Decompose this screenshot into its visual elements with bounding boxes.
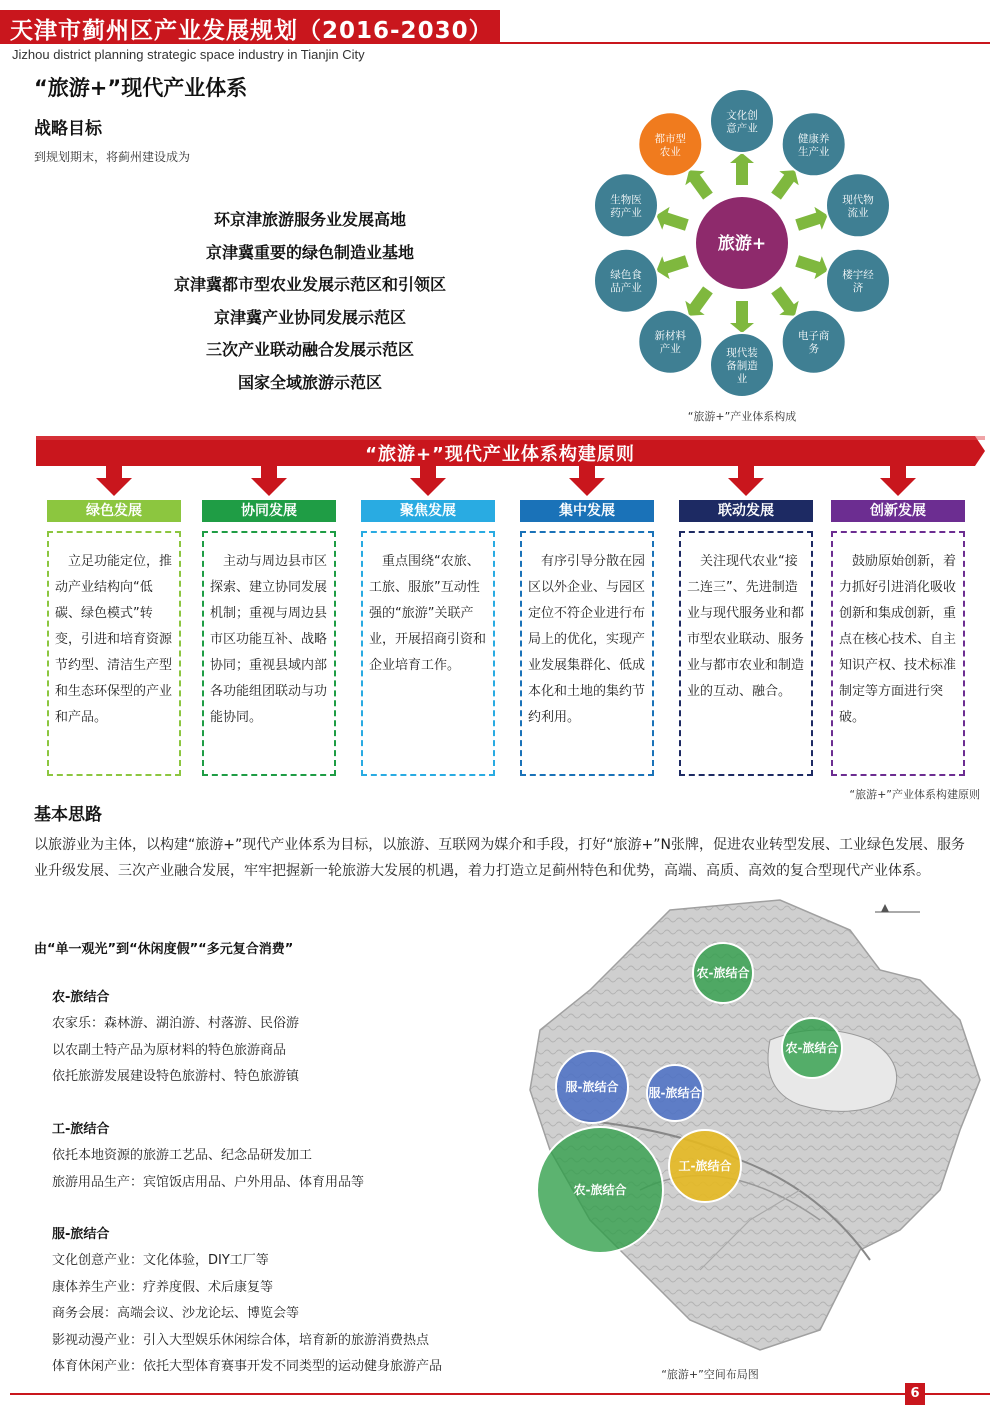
down-arrow-icon [408, 466, 448, 496]
diagram-node-label: 意产业 [726, 122, 758, 135]
diagram-arrow [730, 301, 754, 333]
goals-list [100, 208, 520, 403]
thinking-body: 以旅游业为主体，以构建“旅游+”现代产业体系为目标，以旅游、互联网为媒介和手段，打好“旅游+”N张牌，促进农业转型发展、工业绿色发展、服务业升级发展、三次产业融合发展，牢牢把握新一轮旅游大发展的机遇，着力打造立足蓟州特色和优势，高端、高质、高效的复合型现代产业体系。 [34, 837, 965, 879]
thinking-heading: 基本思路 [34, 805, 102, 825]
combo-item: 依托本地资源的旅游工艺品、纪念品研发加工 [52, 1148, 313, 1163]
diagram-node-label: 新材料 [654, 330, 687, 343]
combo-item: 文化创意产业：文化体验，DIY工厂等 [52, 1253, 269, 1268]
diagram-node-label: 业 [736, 373, 748, 385]
principle-description: 鼓励原始创新，着力抓好引进消化吸收创新和集成创新，重点在核心技术、自主知识产权、技术标准制定等方面进行突破。 [831, 531, 965, 776]
diagram-arrow [795, 255, 827, 279]
diagram-node-label: 农业 [659, 145, 681, 158]
diagram-node-label: 务 [808, 343, 819, 356]
map-zone [669, 1130, 741, 1202]
diagram-node-label: 生物医 [610, 193, 642, 206]
principle-description: 立足功能定位，推动产业结构向“低碳、绿色模式”转变，引进和培育资源节约型、清洁生产型和生态环保型的产业和产品。 [47, 531, 181, 776]
diagram-arrow [771, 170, 799, 199]
north-arrow-icon [875, 904, 920, 912]
combo-item: 旅游用品生产：宾馆饭店用品、户外用品、体育用品等 [52, 1174, 365, 1190]
map-caption: “旅游+”空间布局图 [661, 1368, 759, 1381]
principle-title: 集中发展 [520, 500, 654, 522]
zone-label: 服-旅结合 [648, 1086, 702, 1100]
diagram-node-label: 健康养 [797, 132, 830, 145]
down-arrow-icon [878, 466, 918, 496]
combo-title: 工-旅结合 [52, 1122, 110, 1137]
zone-label: 农-旅结合 [785, 1041, 839, 1055]
page-number: 6 [905, 1383, 925, 1405]
diagram-node-label: 都市型 [654, 132, 687, 145]
diagram-node-label: 产业 [659, 343, 681, 356]
down-arrow-icon [567, 466, 607, 496]
spatial-layout-map [520, 890, 990, 1360]
zone-label: 工-旅结合 [678, 1159, 732, 1173]
principle-description: 主动与周边县市区探索、建立协同发展机制；重视与周边县市区功能互补、战略协同；重视县域内部各功能组团联动与功能协同。 [202, 531, 336, 776]
principle-title: 协同发展 [202, 500, 336, 522]
principle-title: 聚焦发展 [361, 500, 495, 522]
down-arrow-icon [94, 466, 134, 496]
zone-label: 服-旅结合 [565, 1080, 619, 1094]
diagram-node-label: 备制造 [726, 360, 758, 372]
principles-banner-title: “旅游+”现代产业体系构建原则 [365, 444, 635, 465]
combo-service-tourism [52, 1222, 512, 1381]
diagram-node-label: 生产业 [797, 145, 830, 158]
map-svg [520, 890, 990, 1360]
combo-agri-tourism [52, 985, 512, 1091]
diagram-arrow [656, 207, 688, 231]
combo-title: 服-旅结合 [52, 1227, 110, 1242]
diagram-arrow [685, 286, 713, 315]
tourism-subheading: 由“单一观光”到“休闲度假”“多元复合消费” [34, 942, 294, 957]
diagram-node-label: 文化创 [726, 109, 758, 122]
diagram-arrow [730, 153, 754, 185]
map-zone [693, 943, 753, 1003]
diagram-node-label: 现代装 [726, 347, 758, 359]
combo-item: 农家乐：森林游、湖泊游、村落游、民俗游 [52, 1016, 300, 1031]
principles-caption: “旅游+”产业体系构建原则 [849, 788, 980, 801]
map-zone [556, 1051, 628, 1123]
zone-label: 农-旅结合 [573, 1183, 627, 1197]
diagram-node-label: 济 [852, 282, 864, 295]
document-title: 天津市蓟州区产业发展规划（2016-2030） [10, 18, 493, 44]
principle-title: 绿色发展 [47, 500, 181, 522]
principle-description: 有序引导分散在园区以外企业、与园区定位不符企业进行布局上的优化，实现产业发展集群化、低成本化和土地的集约节约利用。 [520, 531, 654, 776]
goals-intro: 到规划期末，将蓟州建设成为 [34, 150, 191, 164]
goal-item: 京津冀都市型农业发展示范区和引领区 [173, 275, 446, 294]
combo-title: 农-旅结合 [52, 990, 110, 1005]
goal-item: 国家全域旅游示范区 [237, 372, 382, 392]
diagram-node-label: 药产业 [610, 206, 642, 219]
combo-item: 商务会展：高端会议、沙龙论坛、博览会等 [52, 1306, 300, 1321]
diagram-node-label: 绿色食 [610, 269, 642, 282]
combo-item: 以农副土特产品为原材料的特色旅游商品 [52, 1042, 287, 1058]
diagram-node-label: 流业 [847, 206, 869, 219]
diagram-arrow [795, 207, 827, 231]
combo-item: 康体养生产业：疗养度假、术后康复等 [52, 1279, 274, 1295]
footer-rule [10, 1393, 990, 1395]
down-arrow-icon [726, 466, 766, 496]
document-subtitle: Jizhou district planning strategic space industry in Tianjin City [12, 47, 365, 62]
goal-item: 环京津旅游服务业发展高地 [213, 210, 406, 229]
goal-item: 京津冀重要的绿色制造业基地 [205, 242, 414, 262]
principle-description: 重点围绕“农旅、工旅、服旅”互动性强的“旅游”关联产业，开展招商引资和企业培育工作。 [361, 531, 495, 776]
diagram-arrow [685, 170, 713, 199]
diagram-arrow [771, 286, 799, 315]
down-arrow-icon [249, 466, 289, 496]
goal-item: 三次产业联动融合发展示范区 [205, 340, 414, 359]
principle-description: 关注现代农业“接二连三”、先进制造业与现代服务业和都市型农业联动、服务业与都市农业和制造业的互动、融合。 [679, 531, 813, 776]
section-title: “旅游+”现代产业体系 [34, 76, 248, 100]
combo-item: 体育休闲产业：依托大型体育赛事开发不同类型的运动健身旅游产品 [52, 1359, 443, 1374]
diagram-node-label: 品产业 [610, 282, 642, 295]
header-rule [500, 42, 990, 44]
diagram-node-label: 现代物 [842, 193, 874, 206]
principle-title: 创新发展 [831, 500, 965, 522]
goal-item: 京津冀产业协同发展示范区 [213, 307, 406, 327]
industry-radial-diagram [585, 85, 905, 405]
combo-item: 影视动漫产业：引入大型娱乐休闲综合体，培育新的旅游消费热点 [52, 1332, 430, 1348]
diagram-caption: “旅游+”产业体系构成 [687, 410, 797, 423]
map-zone [537, 1127, 663, 1253]
combo-item: 依托旅游发展建设特色旅游村、特色旅游镇 [52, 1069, 300, 1084]
diagram-arrow [656, 255, 688, 279]
map-zone [782, 1018, 842, 1078]
map-zone [647, 1065, 703, 1121]
diagram-node-label: 楼宇经 [842, 269, 874, 282]
goals-heading: 战略目标 [34, 119, 102, 139]
diagram-node-label: 电子商 [797, 330, 830, 343]
combo-industry-tourism [52, 1117, 512, 1196]
diagram-center-label: 旅游+ [717, 234, 767, 254]
zone-label: 农-旅结合 [696, 966, 750, 980]
principle-title: 联动发展 [679, 500, 813, 522]
